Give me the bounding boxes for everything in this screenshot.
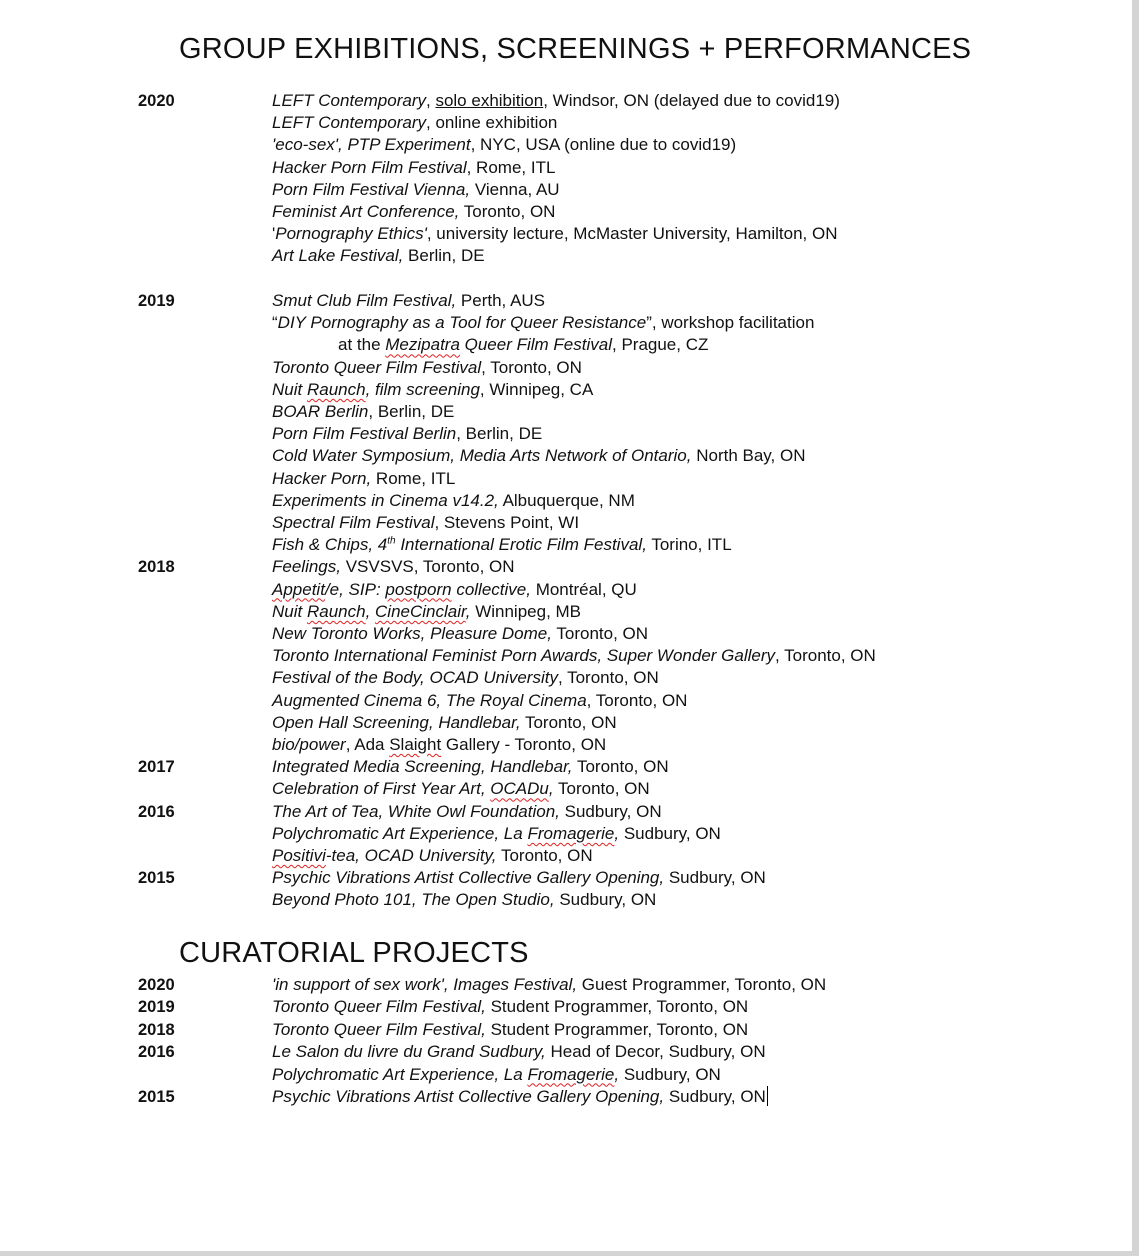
entry-text-part: Toronto Queer Film Festival (272, 357, 482, 377)
entry-text-part: Montréal, QU (530, 579, 637, 599)
entry-text-part: Toronto, ON (551, 624, 649, 643)
entry-text (272, 490, 635, 512)
entry-year: 2020 (138, 92, 175, 110)
entry-text (272, 468, 455, 490)
section-heading-exhibitions: GROUP EXHIBITIONS, SCREENINGS + PERFORMANCES (179, 33, 972, 65)
entry-text-part: Art Lake Festival, (272, 246, 404, 266)
entry-text-part: ' (272, 224, 276, 244)
entry-text (272, 801, 662, 823)
entry-text-part: Raunch (306, 601, 366, 621)
window-frame-bottom (0, 1251, 1139, 1256)
entry-text-part: , NYC, USA (online due to covid19) (470, 135, 737, 155)
entry-text-part: Sudbury, ON (619, 1064, 721, 1084)
entry-text-part: Nuit (272, 601, 307, 621)
entry-text-part: Feminist Art Conference, (272, 202, 460, 221)
entry-text (272, 623, 648, 645)
entry-text-part: Integrated Media Screening, Handlebar, (272, 757, 573, 777)
entry-text-part: Hacker Porn Film Festival (272, 157, 467, 177)
entry-text-part: Berlin, DE (403, 246, 485, 266)
entry-text-part: Toronto Queer Film Festival, (272, 997, 486, 1017)
entry-row (0, 223, 1132, 245)
entry-text-part: solo exhibition (435, 91, 544, 110)
entry-text-part: , (614, 823, 620, 843)
entry-row (0, 179, 1132, 201)
entry-text-part: bio/power (272, 735, 346, 754)
entry-text (272, 734, 606, 756)
entry-text-part: Pornography Ethics' (275, 224, 427, 244)
entry-text-part: , Toronto, ON (586, 690, 688, 710)
entry-text-part: Sudbury, ON (664, 1087, 766, 1106)
entry-row (0, 534, 1132, 556)
entry-text-part: Student Programmer, Toronto, ON (485, 1019, 749, 1039)
entry-year: 2016 (138, 802, 175, 821)
entry-text (272, 1019, 748, 1041)
entry-text-part: Fish & Chips, 4 (272, 535, 388, 555)
entry-text-part: Toronto, ON (520, 712, 617, 732)
entry-text-part: /e, SIP: (324, 579, 386, 599)
entry-text-part: , (614, 1064, 620, 1084)
entry-text-part: Toronto, ON (553, 779, 650, 799)
entry-text-part: North Bay, ON (691, 446, 806, 466)
entry-text (272, 201, 555, 223)
entry-row (0, 756, 1132, 778)
entry-text-part: , Toronto, ON (775, 646, 876, 666)
entry-row (0, 601, 1132, 623)
entry-row (0, 468, 1132, 490)
entry-text-part: LEFT Contemporary (272, 91, 426, 110)
entry-text-part: New Toronto Works, Pleasure Dome, (272, 624, 552, 643)
entry-text (272, 134, 736, 156)
entry-row (0, 112, 1132, 134)
entry-row (0, 623, 1132, 645)
entry-text-part: Le Salon du livre du Grand Sudbury, (272, 1042, 546, 1062)
entry-text-part: Toronto, ON (496, 846, 593, 865)
entry-text (272, 1064, 721, 1086)
entry-text-part: Experiments in Cinema v14.2, (272, 490, 499, 510)
entry-text-part: , Windsor, ON (delayed due to covid19) (543, 91, 840, 110)
entry-row (0, 556, 1132, 578)
entry-text (272, 889, 656, 911)
entry-text-part: , Toronto, ON (481, 357, 582, 377)
entry-text (272, 823, 721, 845)
entry-text-part: Torino, ITL (646, 535, 732, 555)
entry-text (272, 1041, 766, 1063)
entry-text-part: , Toronto, ON (557, 668, 659, 688)
entry-text-part: , Rome, ITL (466, 157, 556, 177)
entry-text-part: , university lecture, McMaster University, Hamilton, ON (426, 224, 838, 244)
entry-row (0, 1086, 1132, 1108)
entry-text-part: Psychic Vibrations Artist Collective Gallery Opening, (272, 868, 665, 888)
entry-text-part: Festival of the Body, OCAD University (272, 668, 558, 688)
text-cursor (767, 1086, 769, 1106)
entry-text-part: , (548, 779, 554, 799)
entry-text-part: , Berlin, DE (368, 402, 455, 421)
entry-row (0, 845, 1132, 867)
entry-row (0, 645, 1132, 667)
entry-year: 2015 (138, 869, 175, 888)
entry-text (272, 667, 659, 689)
entry-text-part: Rome, ITL (371, 468, 456, 488)
entry-text-part: Positivi (272, 846, 326, 865)
entry-text (272, 756, 669, 778)
entry-text-part: Sudbury, ON (554, 890, 657, 910)
entry-text-part: Guest Programmer, Toronto, ON (577, 975, 827, 994)
entry-text-part: , Ada (345, 735, 390, 754)
entry-text-part: ”, workshop facilitation (646, 313, 815, 333)
entry-text-part: LEFT Contemporary (272, 113, 426, 133)
entry-row (0, 245, 1132, 267)
entry-text-part: Feelings, (272, 557, 341, 577)
entry-text-part: Toronto Queer Film Festival, (272, 1019, 486, 1039)
entry-text-part: Polychromatic Art Experience, La (272, 1064, 528, 1084)
entry-row (0, 134, 1132, 156)
entry-row (0, 734, 1132, 756)
entry-row (0, 974, 1132, 996)
entry-row (0, 423, 1132, 445)
entry-text-part: , film screening (365, 379, 480, 399)
entry-text-part: , Prague, CZ (612, 335, 709, 355)
entry-text-part: Celebration of First Year Art, (272, 779, 491, 799)
entry-text-part: Spectral Film Festival (272, 513, 435, 532)
entry-text (272, 290, 545, 312)
entry-text (272, 867, 766, 889)
entry-text-part: Winnipeg, MB (470, 601, 582, 621)
entry-row (0, 90, 1132, 112)
entry-text-part: Sudbury, ON (619, 823, 721, 843)
entry-text-part: Slaight (389, 735, 442, 754)
entry-text-part: Gallery - Toronto, ON (441, 735, 607, 754)
entry-row (0, 778, 1132, 800)
entry-row (0, 996, 1132, 1018)
entry-text-part: OCADu (490, 779, 549, 799)
entry-text-part: VSVSVS, Toronto, ON (340, 557, 515, 577)
entry-text (272, 645, 876, 667)
entry-text-part: Hacker Porn, (272, 468, 372, 488)
entry-text-part: Toronto, ON (572, 757, 669, 777)
entry-text (272, 245, 485, 267)
entry-text (272, 845, 593, 867)
entry-text-part: Sudbury, ON (664, 868, 766, 888)
entry-text-part: , (465, 601, 471, 621)
entry-row (0, 1064, 1132, 1086)
entry-row (0, 201, 1132, 223)
entry-row (0, 312, 1132, 334)
entry-text-part: BOAR Berlin (272, 402, 369, 421)
entry-year: 2018 (138, 558, 175, 577)
entry-text-part: Raunch (306, 379, 366, 399)
entry-text-part: Smut Club Film Festival, (272, 291, 457, 310)
entry-text (272, 712, 617, 734)
entry-text-part: Toronto, ON (459, 202, 556, 221)
entry-text-part: Mezipatra (385, 335, 460, 355)
entry-text (272, 445, 805, 467)
entry-text (272, 1086, 768, 1108)
entry-text (272, 974, 826, 996)
entry-text-part: , Stevens Point, WI (434, 513, 580, 532)
entry-row (0, 579, 1132, 601)
entry-text-part: Vienna, AU (470, 179, 560, 199)
entry-text-part: 'in support of sex work', Images Festival, (272, 975, 578, 994)
section-heading-curatorial: CURATORIAL PROJECTS (179, 937, 529, 969)
entry-text-part: 'eco-sex', PTP Experiment (272, 135, 471, 155)
entry-text (272, 996, 748, 1018)
entry-row (0, 823, 1132, 845)
entry-text-part: Head of Decor, Sudbury, ON (545, 1042, 766, 1062)
entry-text (272, 357, 582, 379)
entry-year: 2019 (138, 292, 175, 310)
entry-text (272, 112, 557, 134)
entry-row (0, 867, 1132, 889)
entry-text-part: DIY Pornography as a Tool for Queer Resistance (277, 313, 647, 333)
entry-row (0, 334, 1132, 356)
entry-row (0, 712, 1132, 734)
entry-text (272, 312, 814, 334)
entry-year: 2019 (138, 998, 175, 1017)
entry-text-part: Nuit (272, 379, 307, 399)
entry-text-part: Fromagerie (527, 1064, 615, 1084)
entry-row (0, 690, 1132, 712)
entry-text-part: Albuquerque, NM (498, 490, 635, 510)
entry-text-part: Psychic Vibrations Artist Collective Gallery Opening, (272, 1087, 665, 1106)
entry-text-part: Sudbury, ON (559, 801, 662, 821)
entry-text-part: Porn Film Festival Berlin (272, 424, 457, 444)
entry-text (272, 423, 542, 445)
entry-row (0, 889, 1132, 911)
entry-text-part: The Art of Tea, White Owl Foundation, (272, 801, 560, 821)
entry-row (0, 512, 1132, 534)
entry-text-part: , Berlin, DE (456, 424, 543, 444)
entry-text (272, 401, 454, 423)
entry-year: 2018 (138, 1020, 175, 1039)
entry-text (272, 579, 637, 601)
entry-row (0, 357, 1132, 379)
entry-text-part: CineCinclair (375, 601, 466, 621)
entry-row (0, 401, 1132, 423)
entry-text-part: , online exhibition (426, 113, 558, 133)
entry-text-part: , (426, 91, 436, 110)
entry-text-part: Cold Water Symposium, Media Arts Network of Ontario, (272, 446, 692, 466)
entry-row (0, 1019, 1132, 1041)
entry-text-part: Beyond Photo 101, The Open Studio, (272, 890, 555, 910)
entry-text-part: Appetit (272, 579, 325, 599)
entry-row (0, 157, 1132, 179)
entry-text-part: , (365, 601, 376, 621)
entry-text (272, 690, 687, 712)
entry-row (0, 290, 1132, 312)
entry-text (272, 512, 579, 534)
entry-row (0, 1041, 1132, 1063)
entry-text-part: Polychromatic Art Experience, La (272, 823, 528, 843)
entry-text (272, 778, 650, 800)
entry-text-part: “ (272, 313, 278, 333)
window-frame-right (1132, 0, 1139, 1256)
entry-year: 2017 (138, 758, 175, 777)
entry-text (272, 157, 555, 179)
entry-row (0, 379, 1132, 401)
entry-year: 2015 (138, 1088, 175, 1106)
entry-text-part: Open Hall Screening, Handlebar, (272, 712, 521, 732)
entry-text (272, 556, 515, 578)
entry-year: 2016 (138, 1043, 175, 1062)
entry-year: 2020 (138, 976, 175, 994)
entry-text-part: th (387, 535, 396, 547)
entry-text (272, 534, 732, 556)
entry-row (0, 445, 1132, 467)
entry-text-part: Porn Film Festival Vienna, (272, 179, 471, 199)
entry-text (338, 334, 708, 356)
entry-row (0, 667, 1132, 689)
entry-text-part: Queer Film Festival (459, 335, 612, 355)
entry-text-part: collective, (451, 579, 531, 599)
entry-text-part: postporn (385, 579, 452, 599)
entry-text-part: -tea, OCAD University, (325, 846, 497, 865)
entry-text (272, 90, 840, 112)
entry-row (0, 490, 1132, 512)
entry-text (272, 179, 560, 201)
entry-text-part: Augmented Cinema 6, The Royal Cinema (272, 690, 587, 710)
entry-text (272, 379, 593, 401)
entry-text-part: Perth, AUS (456, 291, 546, 310)
entry-text-part: Fromagerie (527, 823, 615, 843)
entry-text (272, 223, 837, 245)
entry-text (272, 601, 581, 623)
entry-text-part: at the (338, 335, 386, 355)
entry-row (0, 801, 1132, 823)
entry-text-part: , Winnipeg, CA (479, 379, 594, 399)
entry-text-part: Student Programmer, Toronto, ON (485, 997, 749, 1017)
entry-text-part: International Erotic Film Festival, (395, 535, 647, 555)
entry-text-part: Toronto International Feminist Porn Awards, Super Wonder Gallery (272, 646, 776, 666)
